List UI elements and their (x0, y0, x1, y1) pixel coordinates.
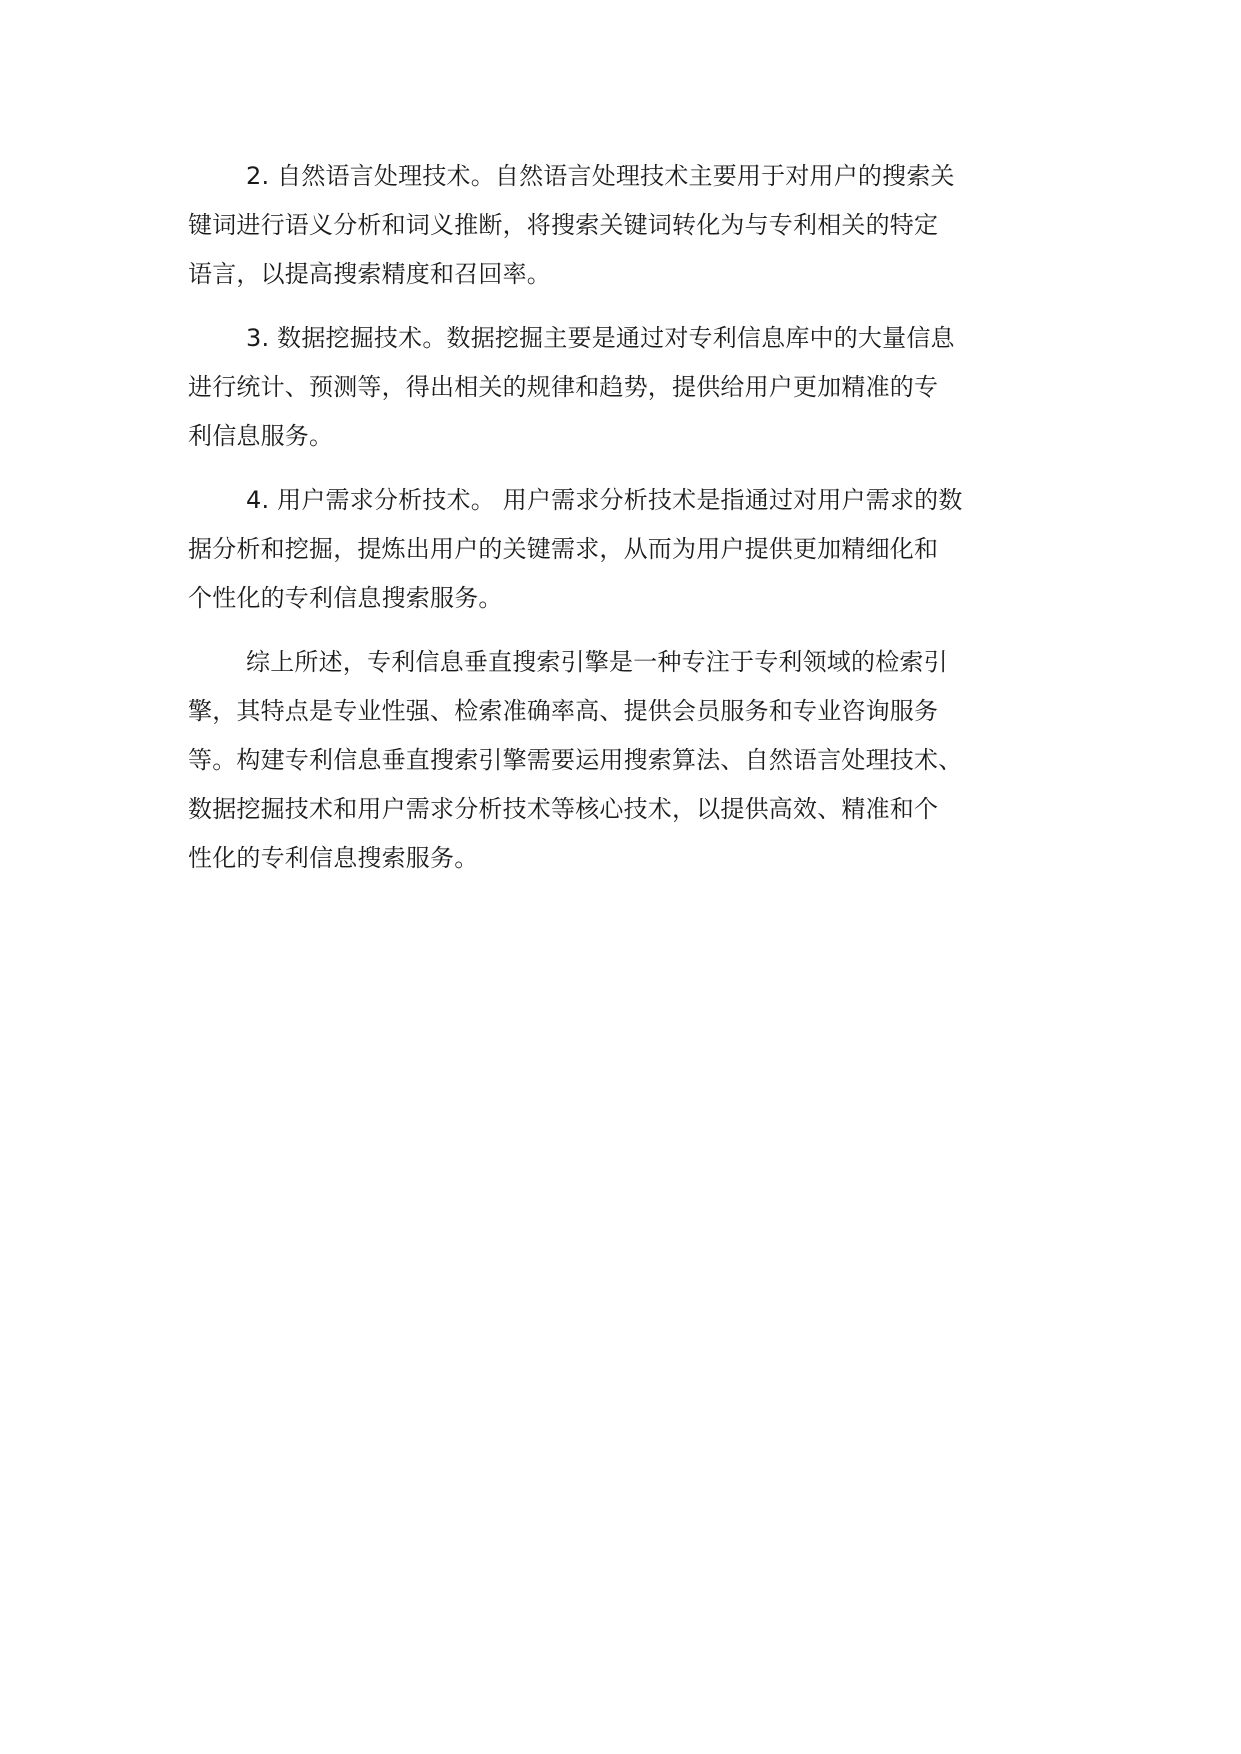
document-body (188, 152, 1073, 898)
paragraph-data-mining (188, 314, 1073, 461)
text-line: 语言，以提高搜索精度和召回率。 (188, 260, 551, 288)
text-line: 个性化的专利信息搜索服务。 (188, 584, 503, 612)
text-line: 4. 用户需求分析技术。 用户需求分析技术是指通过对用户需求的数 (246, 486, 963, 514)
text-line: 擎，其特点是专业性强、检索准确率高、提供会员服务和专业咨询服务 (188, 697, 939, 725)
text-line: 利信息服务。 (188, 422, 334, 450)
text-line: 2. 自然语言处理技术。自然语言处理技术主要用于对用户的搜索关 (246, 162, 955, 190)
text-line: 等。构建专利信息垂直搜索引擎需要运用搜索算法、自然语言处理技术、 (188, 746, 963, 774)
text-line: 键词进行语义分析和词义推断，将搜索关键词转化为与专利相关的特定 (188, 211, 939, 239)
text-line: 3. 数据挖掘技术。数据挖掘主要是通过对专利信息库中的大量信息 (246, 324, 955, 352)
paragraph-summary (188, 638, 1073, 883)
text-line: 性化的专利信息搜索服务。 (188, 844, 479, 872)
paragraph-nlp (188, 152, 1073, 299)
text-line: 进行统计、预测等，得出相关的规律和趋势，提供给用户更加精准的专 (188, 373, 939, 401)
text-line: 据分析和挖掘，提炼出用户的关键需求，从而为用户提供更加精细化和 (188, 535, 939, 563)
text-line: 数据挖掘技术和用户需求分析技术等核心技术，以提供高效、精准和个 (188, 795, 939, 823)
text-line: 综上所述，专利信息垂直搜索引擎是一种专注于专利领域的检索引 (246, 648, 948, 676)
paragraph-user-needs (188, 476, 1073, 623)
